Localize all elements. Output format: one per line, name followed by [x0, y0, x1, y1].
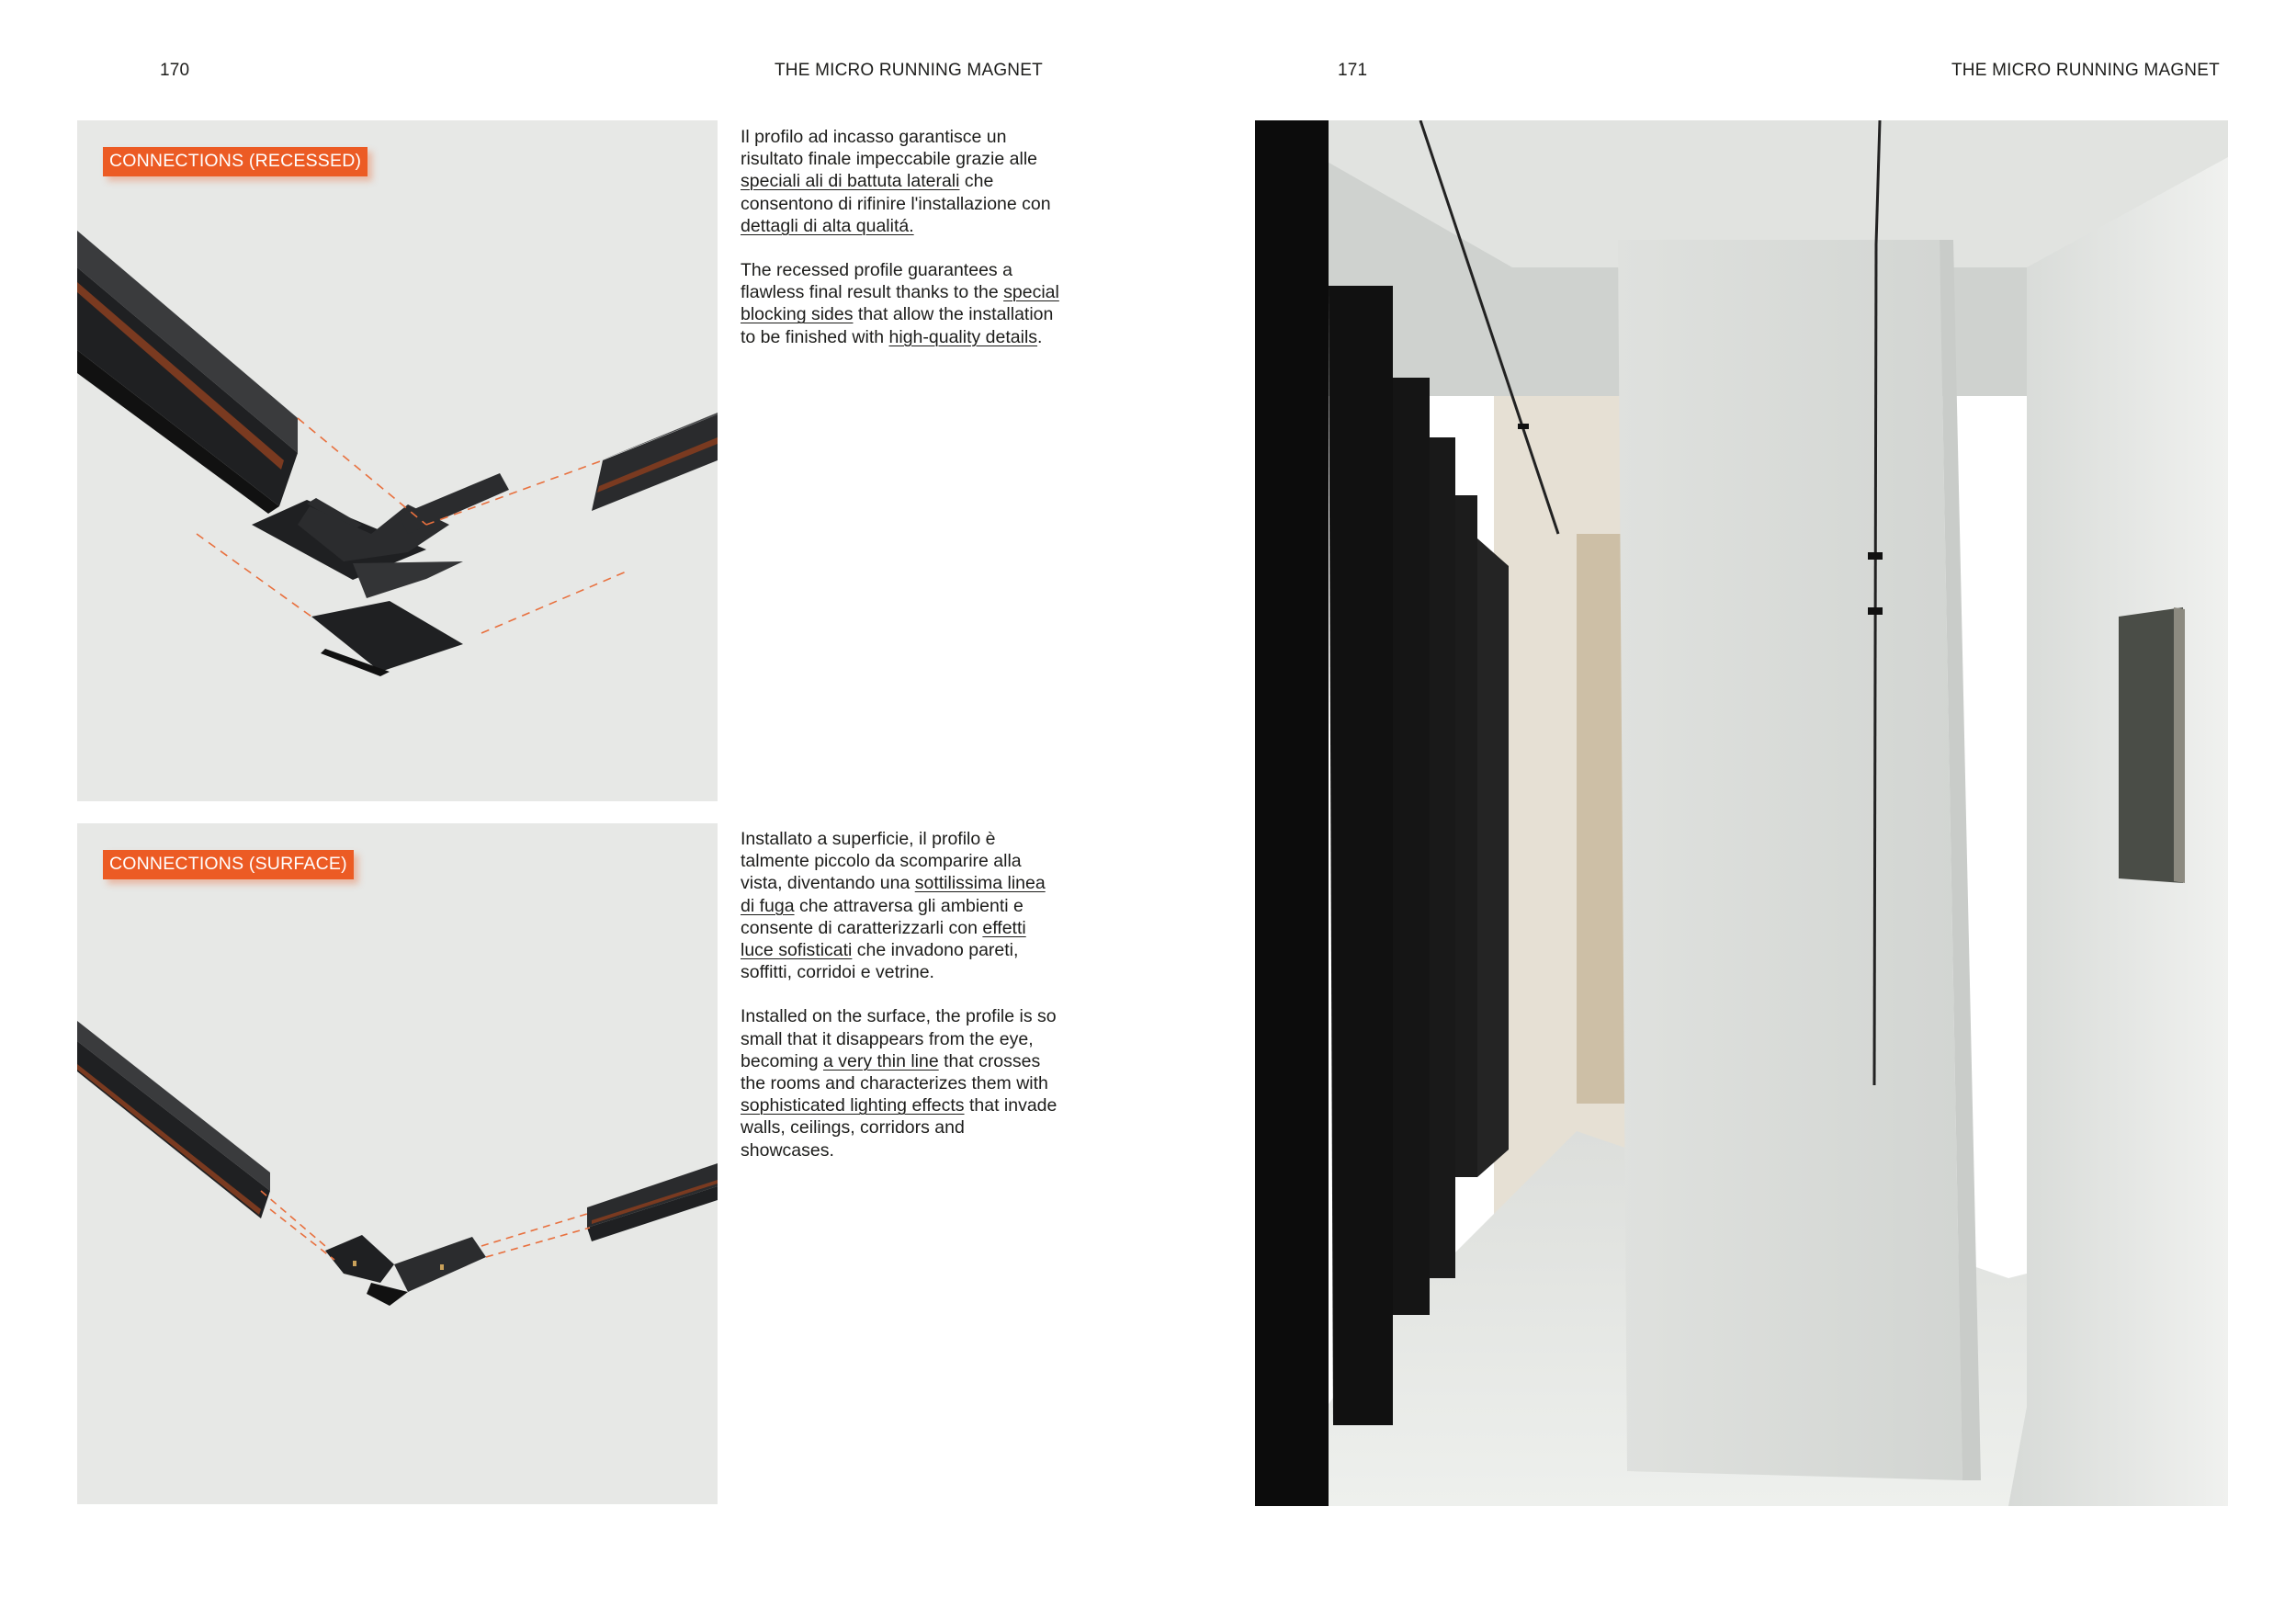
recessed-profile-illustration [77, 120, 718, 801]
text-run: Il profilo ad incasso garantisce un risultato finale impeccabile grazie alle [741, 127, 1037, 170]
recessed-section-tag: CONNECTIONS (RECESSED) [103, 147, 368, 176]
running-title-left: THE MICRO RUNNING MAGNET [775, 61, 1043, 80]
text-run: che invadono pareti, soffitti, corridoi e vetrine. [741, 940, 1019, 983]
corridor-photo-illustration [1255, 120, 2228, 1506]
highlight-phrase: sottilissima linea di fuga [741, 873, 1046, 916]
corridor-photo [1255, 120, 2228, 1506]
surface-profile-illustration [77, 823, 718, 1504]
highlight-phrase: special blocking sides [741, 282, 1059, 325]
highlight-phrase: dettagli di alta qualitá. [741, 215, 914, 236]
text-run: The recessed profile guarantees a flawless final result thanks to the [741, 260, 1012, 303]
text-run: Installed on the surface, the profile is so small that it disappears from the eye, becoming [741, 1006, 1057, 1071]
highlight-phrase: speciali ali di battuta laterali [741, 171, 960, 192]
highlight-phrase: high-quality details [888, 326, 1038, 347]
highlight-phrase: a very thin line [822, 1050, 939, 1071]
recessed-text-english [741, 259, 1062, 348]
surface-text-italian [741, 828, 1062, 983]
text-run: . [1037, 326, 1043, 347]
text-run: che attraversa gli ambienti e consente di caratterizzarli con [741, 895, 1024, 938]
text-run: that allow the installation to be finished with [741, 304, 1054, 347]
surface-connections-panel [77, 823, 718, 1504]
surface-description [741, 828, 1062, 1184]
recessed-description [741, 126, 1062, 370]
page-number-left: 170 [160, 61, 190, 80]
text-run: Installato a superficie, il profilo è talmente piccolo da scomparire alla vista, diventando una [741, 829, 1022, 894]
page-number-right: 171 [1338, 61, 1368, 80]
recessed-connections-panel [77, 120, 718, 801]
text-run: that crosses the rooms and characterizes them with [741, 1050, 1048, 1094]
highlight-phrase: sophisticated lighting effects [741, 1095, 965, 1116]
surface-section-tag: CONNECTIONS (SURFACE) [103, 850, 354, 879]
surface-text-english [741, 1005, 1062, 1161]
text-run: that invade walls, ceilings, corridors and showcases. [741, 1095, 1058, 1161]
highlight-phrase: effetti luce sofisticati [741, 917, 1026, 961]
running-title-right: THE MICRO RUNNING MAGNET [1951, 61, 2220, 80]
recessed-text-italian [741, 126, 1062, 237]
text-run: che consentono di rifinire l'installazione con [741, 171, 1051, 214]
